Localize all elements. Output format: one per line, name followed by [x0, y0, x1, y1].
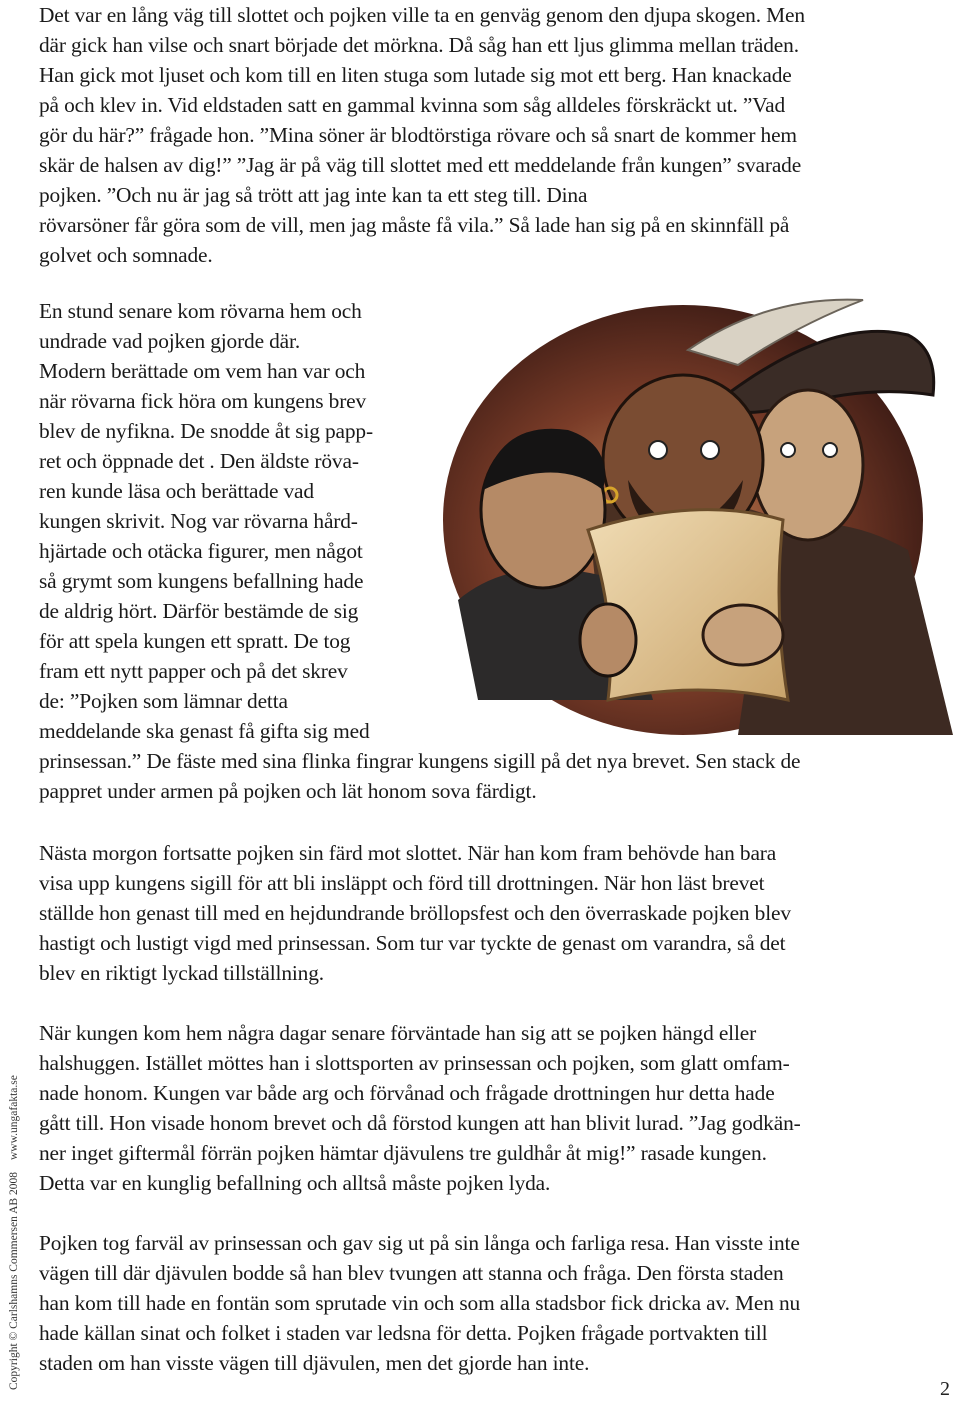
text-line: skär de halsen av dig!” ”Jag är på väg till slottet med ett meddelande från kungen” svarade	[39, 153, 802, 177]
copyright-notice: Copyright © Carlshamns Commersen AB 2008	[8, 1172, 20, 1390]
text-line: Nästa morgon fortsatte pojken sin färd mot slottet. När han kom fram behövde han bara	[39, 841, 777, 865]
text-line: prinsessan.” De fäste med sina flinka fingrar kungens sigill på det nya brevet. Sen stack de	[39, 749, 801, 773]
text-line: ren kunde läsa och berättade vad	[39, 479, 314, 503]
page-number: 2	[940, 1378, 950, 1400]
text-line: han kom till hade en fontän som sprutade vin och som alla stadsbor fick dricka av. Men nu	[39, 1291, 801, 1315]
text-line: hade källan sinat och folket i staden var ledsna för detta. Pojken frågade portvakten till	[39, 1321, 768, 1345]
text-line: Pojken tog farväl av prinsessan och gav sig ut på sin långa och farliga resa. Han visste inte	[39, 1231, 800, 1255]
text-line: för att spela kungen ett spratt. De tog	[39, 629, 351, 653]
text-line: fram ett nytt papper och på det skrev	[39, 659, 348, 683]
text-line: gått till. Hon visade honom brevet och då förstod kungen att han blivit lurad. ”Jag godkän-	[39, 1111, 801, 1135]
paragraph-5	[39, 1228, 800, 1378]
side-credits	[8, 960, 24, 1390]
text-line: så grymt som kungens befallning hade	[39, 569, 364, 593]
text-line: ret och öppnade det . Den äldste röva-	[39, 449, 359, 473]
text-line: hjärtade och otäcka figurer, men något	[39, 539, 363, 563]
text-line: gör du här?” frågade hon. ”Mina söner är blodtörstiga rövare och så snart de kommer hem	[39, 123, 797, 147]
text-line: Det var en lång väg till slottet och pojken ville ta en genväg genom den djupa skogen. Men	[39, 3, 805, 27]
text-line: blev en riktigt lyckad tillställning.	[39, 961, 324, 985]
text-line: golvet och somnade.	[39, 243, 213, 267]
text-line: staden om han visste vägen till djävulen, men det gjorde han inte.	[39, 1351, 590, 1375]
text-line: pojken. ”Och nu är jag så trött att jag inte kan ta ett steg till. Dina	[39, 183, 588, 207]
middle-robber-eye	[649, 441, 667, 459]
text-line: kungen skrivit. Nog var rövarna hård-	[39, 509, 358, 533]
website-url: www.ungafakta.se	[8, 1075, 20, 1160]
text-line: Detta var en kunglig befallning och alltså måste pojken lyda.	[39, 1171, 551, 1195]
text-line: halshuggen. Istället möttes han i slottsporten av prinsessan och pojken, som glatt omfam-	[39, 1051, 790, 1075]
text-line: Han gick mot ljuset och kom till en liten stuga som lutade sig mot ett berg. Han knackade	[39, 63, 792, 87]
text-line: meddelande ska genast få gifta sig med	[39, 719, 370, 743]
text-line: Modern berättade om vem han var och	[39, 359, 366, 383]
text-line: pappret under armen på pojken och lät honom sova färdigt.	[39, 779, 537, 803]
middle-robber-eye	[701, 441, 719, 459]
text-line: En stund senare kom rövarna hem och	[39, 299, 362, 323]
text-line: undrade vad pojken gjorde där.	[39, 329, 301, 353]
text-line: visa upp kungens sigill för att bli insläppt och förd till drottningen. När hon läst brevet	[39, 871, 765, 895]
text-line: hastigt och lustigt vigd med prinsessan. Som tur var tyckte de genast om varandra, så det	[39, 931, 786, 955]
right-hand	[703, 605, 783, 665]
right-robber-eye	[823, 443, 837, 457]
text-line: när rövarna fick höra om kungens brev	[39, 389, 367, 413]
text-line: på och klev in. Vid eldstaden satt en gammal kvinna som såg alldeles förskräckt ut. ”Vad	[39, 93, 786, 117]
text-line: de: ”Pojken som lämnar detta	[39, 689, 288, 713]
paragraph-3	[39, 838, 791, 988]
robbers-reading-letter-illustration	[438, 280, 958, 735]
left-hand	[580, 604, 636, 676]
text-line: blev de nyfikna. De snodde åt sig papp-	[39, 419, 373, 443]
text-line: När kungen kom hem några dagar senare förväntade han sig att se pojken hängd eller	[39, 1021, 757, 1045]
text-line: rövarsöner får göra som de vill, men jag måste få vila.” Så lade han sig på en skinnfäll på	[39, 213, 790, 237]
paragraph-4	[39, 1018, 801, 1198]
text-line: ställde hon genast till med en hejdundrande bröllopsfest och den överraskade pojken blev	[39, 901, 791, 925]
right-robber-eye	[781, 443, 795, 457]
paragraph-1	[39, 0, 805, 270]
text-line: de aldrig hört. Därför bestämde de sig	[39, 599, 359, 623]
text-line: ner inget giftermål förrän pojken hämtar djävulens tre guldhår åt mig!” rasade kungen.	[39, 1141, 767, 1165]
text-line: vägen till där djävulen bodde så han blev tvungen att stanna och fråga. Den första staden	[39, 1261, 784, 1285]
text-line: där gick han vilse och snart började det mörkna. Då såg han ett ljus glimma mellan träden.	[39, 33, 799, 57]
text-line: nade honom. Kungen var både arg och förvånad och frågade drottningen hur detta hade	[39, 1081, 775, 1105]
